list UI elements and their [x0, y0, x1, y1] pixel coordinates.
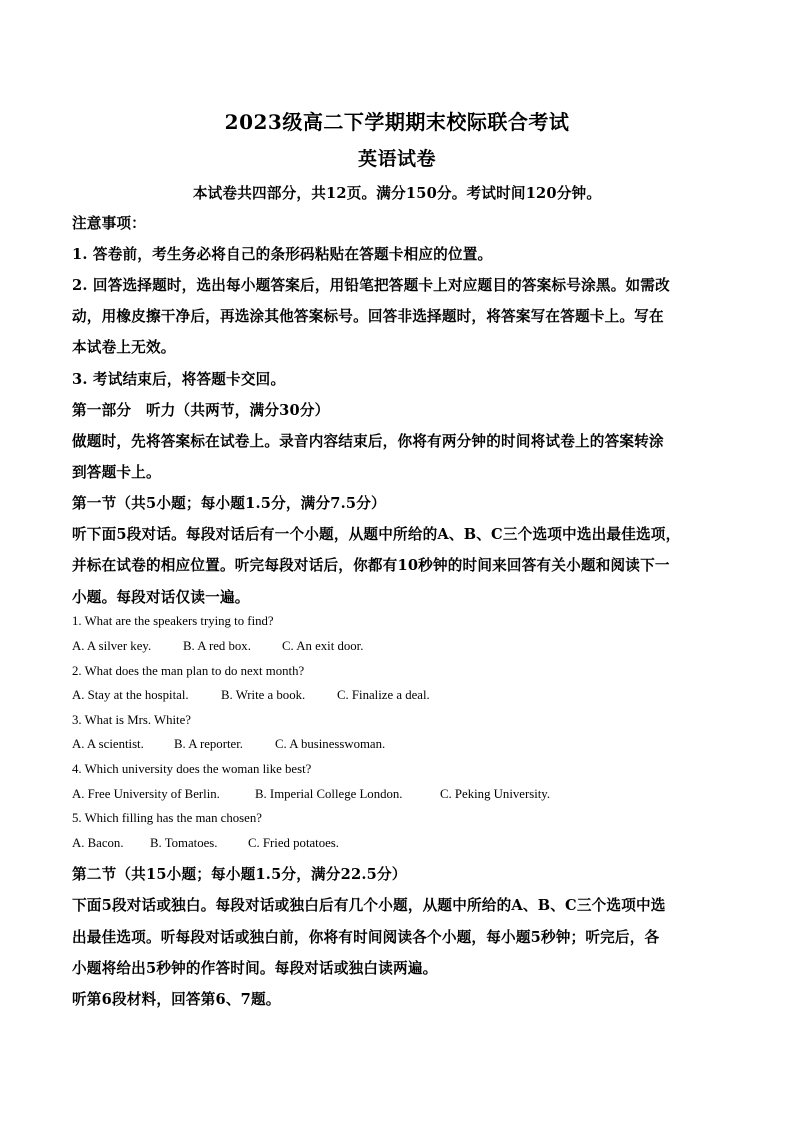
notice-heading: 注意事项：	[72, 215, 146, 232]
option-a: A. Free University of Berlin.	[72, 787, 220, 801]
question-5: 5. Which filling has the man chosen?	[72, 811, 262, 825]
option-c: C. A businesswoman.	[275, 737, 386, 751]
notice-item-2-line-2: 动，用橡皮擦干净后，再选涂其他答案标号。回答非选择题时，将答案写在答题卡上。写在	[72, 308, 664, 325]
section1-heading: 第一节（共5小题；每小题1.5分，满分7.5分）	[72, 495, 386, 512]
question-5-options	[72, 836, 724, 851]
option-b: B. Tomatoes.	[150, 836, 218, 850]
notice-item-2-line-1: 2. 回答选择题时，选出每小题答案后，用铅笔把答题卡上对应题目的答案标号涂黑。如需改	[72, 277, 670, 294]
option-b: B. A reporter.	[174, 737, 243, 751]
section1-intro-line-2: 并标在试卷的相应位置。听完每段对话后，你都有10秒钟的时间来回答有关小题和阅读下一	[72, 557, 670, 574]
question-2-options	[72, 688, 724, 703]
part1-intro-line-2: 到答题卡上。	[72, 464, 161, 481]
part1-intro-line-1: 做题时，先将答案标在试卷上。录音内容结束后，你将有两分钟的时间将试卷上的答案转涂	[72, 433, 664, 450]
question-3-options	[72, 737, 724, 752]
exam-title: 2023级高二下学期期末校际联合考试	[224, 110, 570, 134]
section2-intro-line-1: 下面5段对话或独白。每段对话或独白后有几个小题，从题中所给的A、B、C三个选项中选	[72, 897, 666, 914]
option-b: B. Imperial College London.	[255, 787, 403, 801]
option-a: A. Stay at the hospital.	[72, 688, 189, 702]
option-c: C. An exit door.	[282, 639, 364, 653]
option-c: C. Peking University.	[440, 787, 551, 801]
option-c: C. Fried potatoes.	[248, 836, 339, 850]
option-a: A. Bacon.	[72, 836, 124, 850]
option-a: A. A silver key.	[72, 639, 152, 653]
section2-heading: 第二节（共15小题；每小题1.5分，满分22.5分）	[72, 866, 407, 883]
notice-item-3: 3. 考试结束后，将答题卡交回。	[72, 371, 286, 388]
section1-intro-line-1: 听下面5段对话。每段对话后有一个小题，从题中所给的A、B、C三个选项中选出最佳选项，	[72, 526, 681, 543]
question-1-options	[72, 639, 724, 654]
section2-material: 听第6段材料，回答第6、7题。	[72, 991, 281, 1008]
option-b: B. Write a book.	[221, 688, 306, 702]
notice-item-2-line-3: 本试卷上无效。	[72, 339, 176, 356]
question-2: 2. What does the man plan to do next month?	[72, 664, 305, 678]
question-1: 1. What are the speakers trying to find?	[72, 614, 274, 628]
section1-intro-line-3: 小题。每段对话仅读一遍。	[72, 589, 250, 606]
question-4-options	[72, 787, 724, 802]
part1-heading: 第一部分 听力（共两节，满分30分）	[72, 402, 330, 419]
exam-info: 本试卷共四部分，共12页。满分150分。考试时间120分钟。	[192, 185, 602, 202]
option-b: B. A red box.	[183, 639, 251, 653]
question-4: 4. Which university does the woman like best?	[72, 762, 312, 776]
section2-intro-line-2: 出最佳选项。听每段对话或独白前，你将有时间阅读各个小题，每小题5秒钟；听完后，各	[72, 929, 660, 946]
question-3: 3. What is Mrs. White?	[72, 713, 191, 727]
option-c: C. Finalize a deal.	[337, 688, 430, 702]
exam-subtitle: 英语试卷	[357, 148, 436, 170]
section2-intro-line-3: 小题将给出5秒钟的作答时间。每段对话或独白读两遍。	[72, 960, 438, 977]
option-a: A. A scientist.	[72, 737, 144, 751]
notice-item-1: 1. 答卷前，考生务必将自己的条形码粘贴在答题卡相应的位置。	[72, 246, 493, 263]
